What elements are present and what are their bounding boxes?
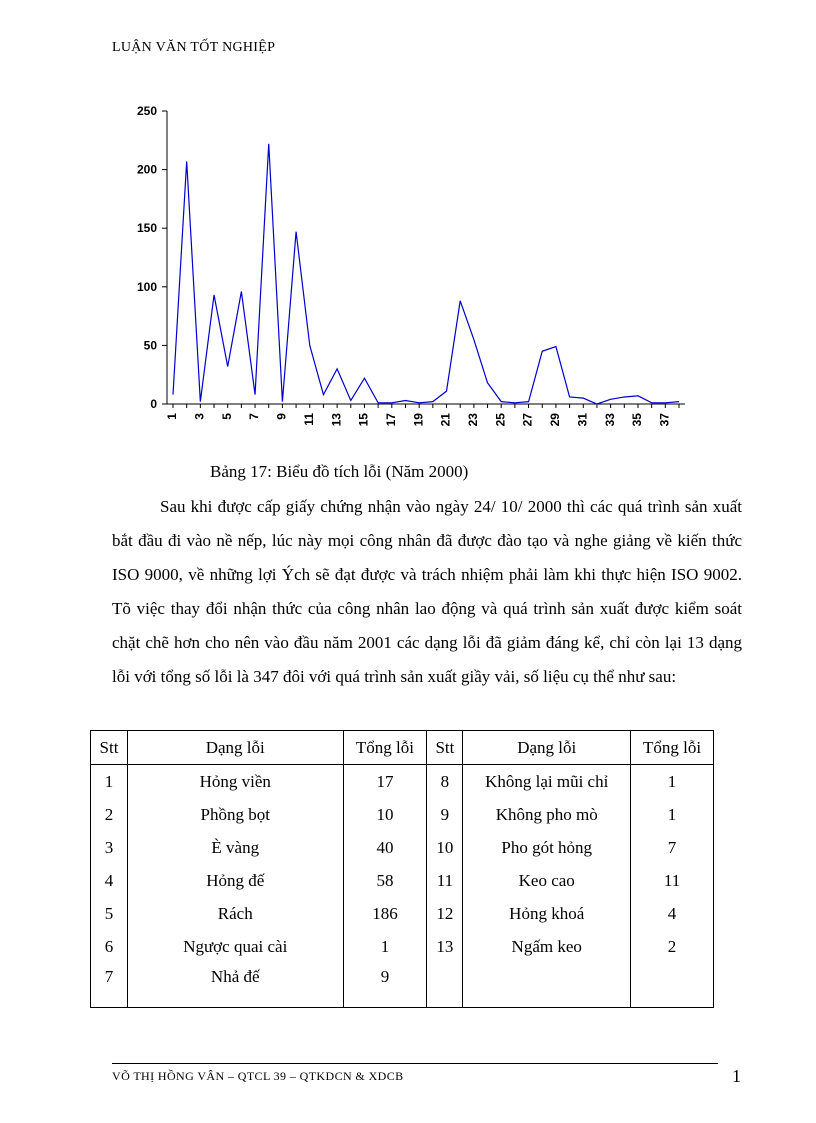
table-cell: 5 [91,897,128,930]
table-cell: 12 [427,897,463,930]
table-cell [463,963,631,1008]
table-cell: 1 [631,798,714,831]
x-tick-label: 25 [493,413,508,427]
table-cell: 7 [631,831,714,864]
page-header: LUẬN VĂN TỐT NGHIỆP [112,40,276,55]
table-header-row [91,731,714,765]
x-tick-label: 23 [466,413,481,427]
table-cell: Hỏng viền [127,765,343,799]
table-cell: 4 [631,897,714,930]
table-row [91,930,714,963]
x-tick-label: 27 [520,413,535,427]
table-row [91,963,714,1008]
table-cell: 9 [343,963,427,1008]
table-cell: 1 [343,930,427,963]
x-tick-label: 5 [219,413,234,420]
table-cell: 8 [427,765,463,799]
defect-line-chart [120,95,690,440]
y-tick-label: 150 [136,221,157,236]
x-tick-label: 29 [548,413,563,427]
table-cell: 17 [343,765,427,799]
table-cell: 11 [427,864,463,897]
x-tick-label: 31 [575,413,590,427]
table-cell: 2 [91,798,128,831]
table-row [91,897,714,930]
header-stt: Stt [91,731,128,765]
table-row [91,765,714,799]
table-cell: 1 [631,765,714,799]
x-tick-label: 3 [192,413,207,420]
x-tick-label: 19 [411,413,426,427]
y-tick-label: 200 [136,162,157,177]
table-row [91,831,714,864]
table-cell: Phồng bọt [127,798,343,831]
defect-table [90,730,714,1008]
table-cell: 6 [91,930,128,963]
table-cell: 3 [91,831,128,864]
header-total: Tổng lỗi [343,731,427,765]
table-cell: Keo cao [463,864,631,897]
header-total-2: Tổng lỗi [631,731,714,765]
table-cell: 10 [427,831,463,864]
table-cell: 58 [343,864,427,897]
table-cell: 9 [427,798,463,831]
table-row [91,798,714,831]
x-tick-label: 21 [438,413,453,427]
y-tick-label: 100 [136,279,157,294]
x-tick-label: 33 [602,413,617,427]
table-cell: Pho gót hỏng [463,831,631,864]
table-cell: Không pho mò [463,798,631,831]
page-footer: VÕ THỊ HỒNG VÂN – QTCL 39 – QTKDCN & XDCB [112,1069,404,1083]
header-defect-type: Dạng lỗi [127,731,343,765]
footer-divider [112,1063,718,1064]
table-row [91,864,714,897]
x-tick-label: 15 [356,413,371,427]
x-tick-label: 37 [657,413,672,427]
header-stt-2: Stt [427,731,463,765]
x-tick-label: 9 [274,413,289,420]
table-cell: Hỏng khoá [463,897,631,930]
table-cell: Ngược quai cài [127,930,343,963]
table-cell: 10 [343,798,427,831]
table-cell: È vàng [127,831,343,864]
series-line [173,144,679,404]
table-cell: Hỏng đế [127,864,343,897]
body-paragraph: Sau khi được cấp giấy chứng nhận vào ngày 24/ 10/ 2000 thì các quá trình sản xuất bắt đầu đi vào nề nếp, lúc này mọi công nhân đã được đào tạo và nghe giảng về kiến thức ISO 9000, về những lợi Ých sẽ đạt được và trách nhiệm phải làm khi thực hiện ISO 9002. Tõ việc thay đổi nhận thức của công nhân lao động và quá trình sản xuất được kiểm soát chặt chẽ hơn cho nên vào đầu năm 2001 các dạng lỗi đã giảm đáng kể, chỉ còn lại 13 dạng lỗi với tổng số lỗi là 347 đôi với quá trình sản xuất giầy vải, số liệu cụ thể như sau: [112,497,742,686]
table-cell [631,963,714,1008]
x-tick-label: 13 [329,413,344,427]
page-number: 1 [732,1066,741,1086]
x-tick-label: 11 [301,413,316,426]
y-tick-label: 250 [136,104,157,118]
header-defect-type-2: Dạng lỗi [463,731,631,765]
table-cell: 40 [343,831,427,864]
x-tick-label: 35 [630,413,645,427]
x-tick-label: 1 [165,413,180,420]
table-cell: Rách [127,897,343,930]
table-cell: 2 [631,930,714,963]
x-axis [165,404,685,426]
chart-caption: Bảng 17: Biểu đồ tích lỗi (Năm 2000) [210,462,469,481]
table-cell: 7 [91,963,128,1008]
table-cell: 4 [91,864,128,897]
table-cell: Không lại mũi chỉ [463,765,631,799]
table-cell: 1 [91,765,128,799]
y-axis [137,104,167,411]
y-tick-label: 50 [143,338,157,353]
table-cell: 11 [631,864,714,897]
table-cell [427,963,463,1008]
table-cell: Ngấm keo [463,930,631,963]
x-tick-label: 7 [247,413,262,420]
x-tick-label: 17 [383,413,398,427]
table-cell: 186 [343,897,427,930]
table-cell: Nhả đế [127,963,343,1008]
y-tick-label: 0 [150,397,157,411]
table-cell: 13 [427,930,463,963]
